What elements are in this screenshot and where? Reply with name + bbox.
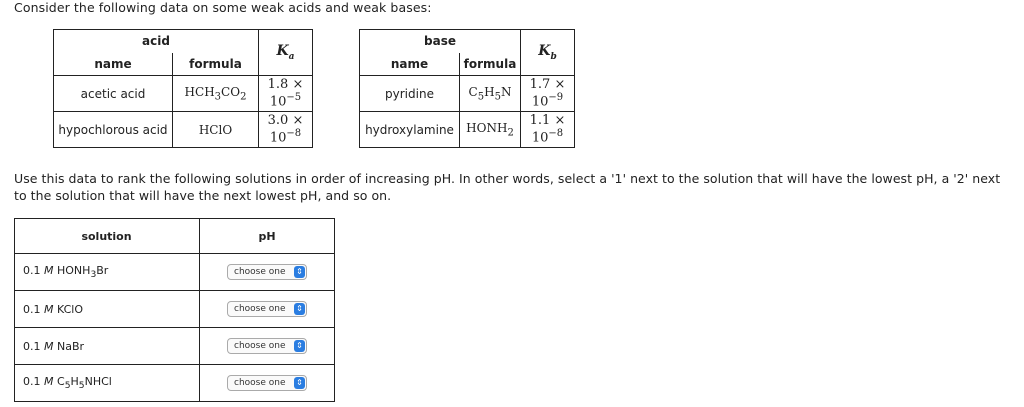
table-row: [15, 291, 335, 328]
base-group-header: base: [360, 30, 521, 53]
acid-formula-cell: HClO: [173, 112, 259, 148]
ranking-table: [14, 218, 335, 402]
ka-value-cell: $3.0 \times 10^{-8}$: [259, 112, 313, 148]
acid-formula-cell: $HCH_3CO_2$: [173, 76, 259, 112]
instructions-text: Use this data to rank the following solutions in order of increasing pH. In other words, select a '1' next to the solution that will have the lowest pH, a '2' next to the solution that will have the next lowest pH, and so on.: [14, 171, 1001, 203]
chevron-updown-icon: ⇕: [294, 303, 305, 315]
ph-cell: [200, 328, 335, 365]
base-formula-header: formula: [460, 53, 521, 76]
acid-name-cell: acetic acid: [54, 76, 173, 112]
acid-name-header: name: [54, 53, 173, 76]
kb-value-cell: $1.7 \times 10^{-9}$: [521, 76, 575, 112]
acid-formula-header: formula: [173, 53, 259, 76]
solution-cell: 0.1 M $C_5H_5NHCl$: [15, 365, 200, 402]
solution-cell: 0.1 M KClO: [15, 291, 200, 328]
acid-group-header: acid: [54, 30, 259, 53]
intro-text: Consider the following data on some weak acids and weak bases:: [14, 0, 432, 15]
table-row: [54, 112, 313, 148]
ka-value-cell: $1.8 \times 10^{-5}$: [259, 76, 313, 112]
base-formula-cell: $C_5H_5N$: [460, 76, 521, 112]
table-row: [360, 76, 575, 112]
rank-select[interactable]: choose one ⇕: [227, 264, 307, 280]
base-name-header: name: [360, 53, 460, 76]
base-table: [359, 29, 575, 148]
table-row: [54, 76, 313, 112]
table-row: [15, 254, 335, 291]
solution-cell: 0.1 M $HONH_3Br$: [15, 254, 200, 291]
chevron-updown-icon: ⇕: [294, 340, 305, 352]
kb-value-cell: $1.1 \times 10^{-8}$: [521, 112, 575, 148]
rank-select[interactable]: choose one ⇕: [227, 375, 307, 391]
base-name-cell: hydroxylamine: [360, 112, 460, 148]
chevron-updown-icon: ⇕: [294, 266, 305, 278]
rank-select[interactable]: choose one ⇕: [227, 338, 307, 354]
acid-name-cell: hypochlorous acid: [54, 112, 173, 148]
table-row: [15, 365, 335, 402]
ph-cell: [200, 291, 335, 328]
base-name-cell: pyridine: [360, 76, 460, 112]
chevron-updown-icon: ⇕: [294, 377, 305, 389]
solution-header: solution: [15, 219, 200, 254]
ph-header: pH: [200, 219, 335, 254]
ka-header: $K_a$: [259, 30, 313, 76]
table-row: [15, 328, 335, 365]
solution-cell: 0.1 M NaBr: [15, 328, 200, 365]
table-row: [360, 112, 575, 148]
ph-cell: [200, 365, 335, 402]
kb-header: $K_b$: [521, 30, 575, 76]
base-formula-cell: $HONH_2$: [460, 112, 521, 148]
rank-select[interactable]: choose one ⇕: [227, 301, 307, 317]
ph-cell: [200, 254, 335, 291]
acid-table: [53, 29, 313, 148]
